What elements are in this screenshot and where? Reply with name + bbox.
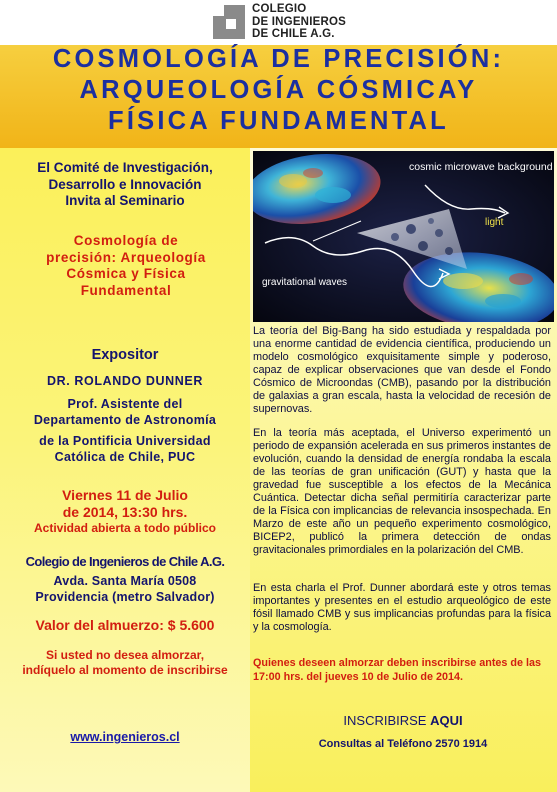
role-line: de la Pontificia Universidad xyxy=(39,434,211,448)
lunch-note-line: Si usted no desea almorzar, xyxy=(45,648,205,662)
expositor-label: Expositor xyxy=(91,347,159,363)
address-line: Avda. Santa María 0508 xyxy=(53,574,197,588)
intro-line: Invita al Seminario xyxy=(65,193,185,208)
description-paragraph-2: En la teoría más aceptada, el Universo experimentó un periodo de expansión acelerada en sus primeros instantes de evolución, cuando la densidad de energía rondaba la escala de las teorías de gran unificación (GUT) y hasta que la gravedad fue susceptible a los efectos de la Mecánica Cuántica. Detectar dicha señal permitiría caracterizar parte de la Física con implicancias de relevancia insospechada. En Marzo de este año un pequeño experimento cosmológico, BICEP2, publicó la primera detección de ondas gravitacionales primordiales en la polarización del CMB. xyxy=(253,427,551,556)
event-date xyxy=(3,487,247,521)
register-strong: AQUI xyxy=(430,713,463,728)
title-line: FÍSICA FUNDAMENTAL xyxy=(108,107,449,135)
invitation-intro xyxy=(3,160,247,210)
cmb-label: cosmic microwave background xyxy=(409,161,553,173)
light-label: light xyxy=(485,217,504,228)
page-title xyxy=(0,44,557,137)
seminar-line: Fundamental xyxy=(80,282,172,298)
seminar-line: Cósmica y Física xyxy=(66,266,186,281)
intro-line: Desarrollo e Innovación xyxy=(48,176,202,192)
intro-line: El Comité de Investigación, xyxy=(37,160,213,175)
venue-name: Colegio de Ingenieros de Chile A.G. xyxy=(25,554,225,569)
title-line: COSMOLOGÍA DE PRECISIÓN: xyxy=(52,45,505,73)
registration-deadline: Quienes deseen almorzar deben inscribirse antes de las 17:00 hrs. del jueves 10 de Julio de 2014. xyxy=(253,657,542,683)
date-line: Viernes 11 de Julio xyxy=(62,487,188,503)
logo-mark-icon xyxy=(213,5,245,39)
role-line: Departamento de Astronomía xyxy=(33,413,217,427)
role-line: Prof. Asistente del xyxy=(67,397,183,411)
logo-line: DE CHILE A.G. xyxy=(252,28,335,40)
address-line: Providencia (metro Salvador) xyxy=(35,589,215,604)
venue-address xyxy=(3,574,247,605)
description-paragraph-3: En esta charla el Prof. Dunner abordará este y otros temas importantes y presentes en el estudio arqueológico de este fósil llamado CMB y sus implicancias profundas para la física y la cosmología. xyxy=(253,582,551,633)
logo-line: COLEGIO xyxy=(252,3,307,15)
open-event-note: Actividad abierta a todo público xyxy=(33,521,217,535)
lunch-note xyxy=(3,648,247,678)
role-line: Católica de Chile, PUC xyxy=(54,450,196,464)
contact-phone: Consultas al Teléfono 2570 1914 xyxy=(318,738,488,750)
website-link[interactable]: www.ingenieros.cl xyxy=(70,730,180,744)
lunch-price: Valor del almuerzo: $ 5.600 xyxy=(35,617,215,633)
logo-text xyxy=(252,3,346,41)
cmb-illustration xyxy=(253,151,554,322)
seminar-line: Cosmología de xyxy=(73,233,179,248)
speaker-role xyxy=(3,392,247,465)
gw-label: gravitational waves xyxy=(262,277,348,288)
logo-line: DE INGENIEROS xyxy=(252,15,346,28)
org-logo xyxy=(208,0,350,45)
description-paragraph-1: La teoría del Big-Bang ha sido estudiada y respaldada por una enorme cantidad de evidencia científica, produciendo un modelo cosmológico exquisitamente simple y poderoso, capaz de explicar observaciones que van desde el Fondo Cósmico de Microondas (CMB), pasando por la distribución de galaxias a gran escala, hasta la velocidad de recesión de supernovas. xyxy=(253,325,551,415)
seminar-line: precisión: Arqueología xyxy=(46,249,206,265)
date-line: de 2014, 13:30 hrs. xyxy=(62,504,188,520)
speaker-name: DR. ROLANDO DUNNER xyxy=(47,374,203,388)
seminar-title xyxy=(12,233,240,299)
register-prefix: INSCRIBIRSE xyxy=(343,713,431,728)
register-link[interactable] xyxy=(253,713,553,728)
title-line: ARQUEOLOGÍA CÓSMICAY xyxy=(79,76,478,104)
lunch-note-line: indíquelo al momento de inscribirse xyxy=(22,663,228,677)
